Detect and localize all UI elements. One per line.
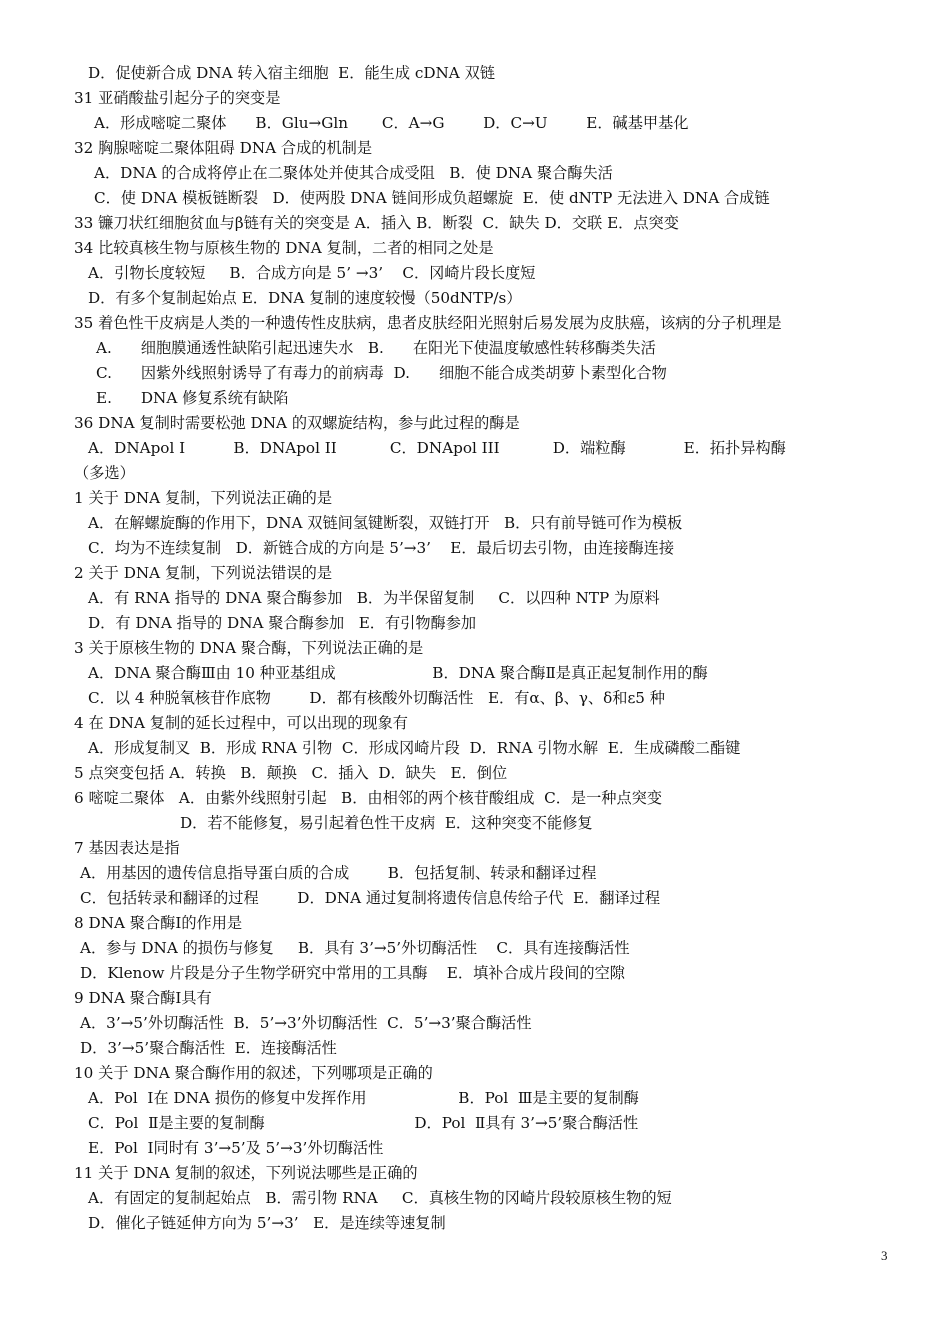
question-line: 31 亚硝酸盐引起分子的突变是 [74, 89, 281, 107]
question-line: 2 关于 DNA 复制，下列说法错误的是 [74, 564, 333, 582]
question-line: 36 DNA 复制时需要松弛 DNA 的双螺旋结构，参与此过程的酶是 [74, 414, 520, 432]
option-line: D．Klenow 片段是分子生物学研究中常用的工具酶 E．填补合成片段间的空隙 [80, 964, 625, 982]
option-line: C. 因紫外线照射诱导了有毒力的前病毒 D. 细胞不能合成类胡萝卜素型化合物 [96, 364, 667, 382]
option-line: C．包括转录和翻译的过程 D．DNA 通过复制将遗传信息传给子代 E．翻译过程 [80, 889, 661, 907]
option-line: A．引物长度较短 B．合成方向是 5’ →3’ C．冈崎片段长度短 [88, 264, 536, 282]
question-line: 6 嘧啶二聚体 A．由紫外线照射引起 B．由相邻的两个核苷酸组成 C．是一种点突变 [74, 789, 663, 807]
question-line: 10 关于 DNA 聚合酶作用的叙述，下列哪项是正确的 [74, 1064, 433, 1082]
question-line: 8 DNA 聚合酶Ⅰ的作用是 [74, 914, 243, 932]
option-line: D．3’→5’聚合酶活性 E．连接酶活性 [80, 1039, 337, 1057]
option-line: E. DNA 修复系统有缺陷 [96, 389, 289, 407]
option-line: A．有固定的复制起始点 B．需引物 RNA C．真核生物的冈崎片段较原核生物的短 [88, 1189, 672, 1207]
question-line: 3 关于原核生物的 DNA 聚合酶，下列说法正确的是 [74, 639, 424, 657]
option-line: C．使 DNA 模板链断裂 D．使两股 DNA 链间形成负超螺旋 E．使 dNTP 无法进入 DNA 合成链 [94, 189, 770, 207]
section-heading: （多选） [74, 464, 135, 482]
text-line: D．促使新合成 DNA 转入宿主细胞 E．能生成 cDNA 双链 [88, 64, 495, 82]
option-line: A．DNA 聚合酶Ⅲ由 10 种亚基组成 B．DNA 聚合酶Ⅱ是真正起复制作用的酶 [88, 664, 708, 682]
option-line: D．有 DNA 指导的 DNA 聚合酶参加 E．有引物酶参加 [88, 614, 477, 632]
question-line: 35 着色性干皮病是人类的一种遗传性皮肤病，患者皮肤经阳光照射后易发展为皮肤癌，该病的分子机理是 [74, 314, 782, 332]
option-line: A．在解螺旋酶的作用下，DNA 双链间氢键断裂，双链打开 B．只有前导链可作为模板 [88, 514, 683, 532]
page-number: 3 [881, 1248, 888, 1263]
question-line: 4 在 DNA 复制的延长过程中，可以出现的现象有 [74, 714, 408, 732]
option-line: D．若不能修复，易引起着色性干皮病 E．这种突变不能修复 [180, 814, 593, 832]
option-line: A．3’→5’外切酶活性 B．5’→3’外切酶活性 C．5’→3’聚合酶活性 [80, 1014, 532, 1032]
question-line: 7 基因表达是指 [74, 839, 180, 857]
option-line: D．有多个复制起始点 E．DNA 复制的速度较慢（50dNTP/s） [88, 289, 522, 307]
option-line: A．形成复制叉 B．形成 RNA 引物 C．形成冈崎片段 D．RNA 引物水解 E．生成磷酸二酯键 [88, 739, 741, 757]
question-line: 11 关于 DNA 复制的叙述，下列说法哪些是正确的 [74, 1164, 418, 1182]
question-line: 32 胸腺嘧啶二聚体阻碍 DNA 合成的机制是 [74, 139, 373, 157]
option-line: C．Pol Ⅱ是主要的复制酶 D．Pol Ⅱ具有 3’→5’聚合酶活性 [88, 1114, 639, 1132]
option-line: A．用基因的遗传信息指导蛋白质的合成 B．包括复制、转录和翻译过程 [80, 864, 597, 882]
option-line: A. 细胞膜通透性缺陷引起迅速失水 B. 在阳光下使温度敏感性转移酶类失活 [96, 339, 656, 357]
option-line: A．形成嘧啶二聚体 B．Glu→Gln C．A→G D．C→U E．碱基甲基化 [94, 114, 689, 132]
question-line: 34 比较真核生物与原核生物的 DNA 复制，二者的相同之处是 [74, 239, 494, 257]
option-line: E．Pol Ⅰ同时有 3’→5’及 5’→3’外切酶活性 [88, 1139, 384, 1157]
question-line: 5 点突变包括 A．转换 B．颠换 C．插入 D．缺失 E．倒位 [74, 764, 508, 782]
question-line: 33 镰刀状红细胞贫血与β链有关的突变是 A．插入 B．断裂 C．缺失 D．交联 E．点突变 [74, 214, 679, 232]
option-line: A．Pol Ⅰ在 DNA 损伤的修复中发挥作用 B．Pol Ⅲ是主要的复制酶 [88, 1089, 639, 1107]
question-line: 9 DNA 聚合酶Ⅰ具有 [74, 989, 212, 1007]
option-line: C．均为不连续复制 D．新链合成的方向是 5’→3’ E．最后切去引物，由连接酶连接 [88, 539, 675, 557]
question-line: 1 关于 DNA 复制，下列说法正确的是 [74, 489, 333, 507]
option-line: C．以 4 种脱氧核苷作底物 D．都有核酸外切酶活性 E．有α、β、γ、δ和ε5 种 [88, 689, 665, 707]
option-line: A．参与 DNA 的损伤与修复 B．具有 3’→5’外切酶活性 C．具有连接酶活性 [80, 939, 630, 957]
option-line: A．DNA 的合成将停止在二聚体处并使其合成受阻 B．使 DNA 聚合酶失活 [94, 164, 613, 182]
option-line: A．有 RNA 指导的 DNA 聚合酶参加 B．为半保留复制 C．以四种 NTP 为原料 [88, 589, 660, 607]
option-line: A．DNApol I B．DNApol II C．DNApol III D．端粒酶 E．拓扑异构酶 [88, 439, 786, 457]
option-line: D．催化子链延伸方向为 5’→3’ E．是连续等速复制 [88, 1214, 446, 1232]
